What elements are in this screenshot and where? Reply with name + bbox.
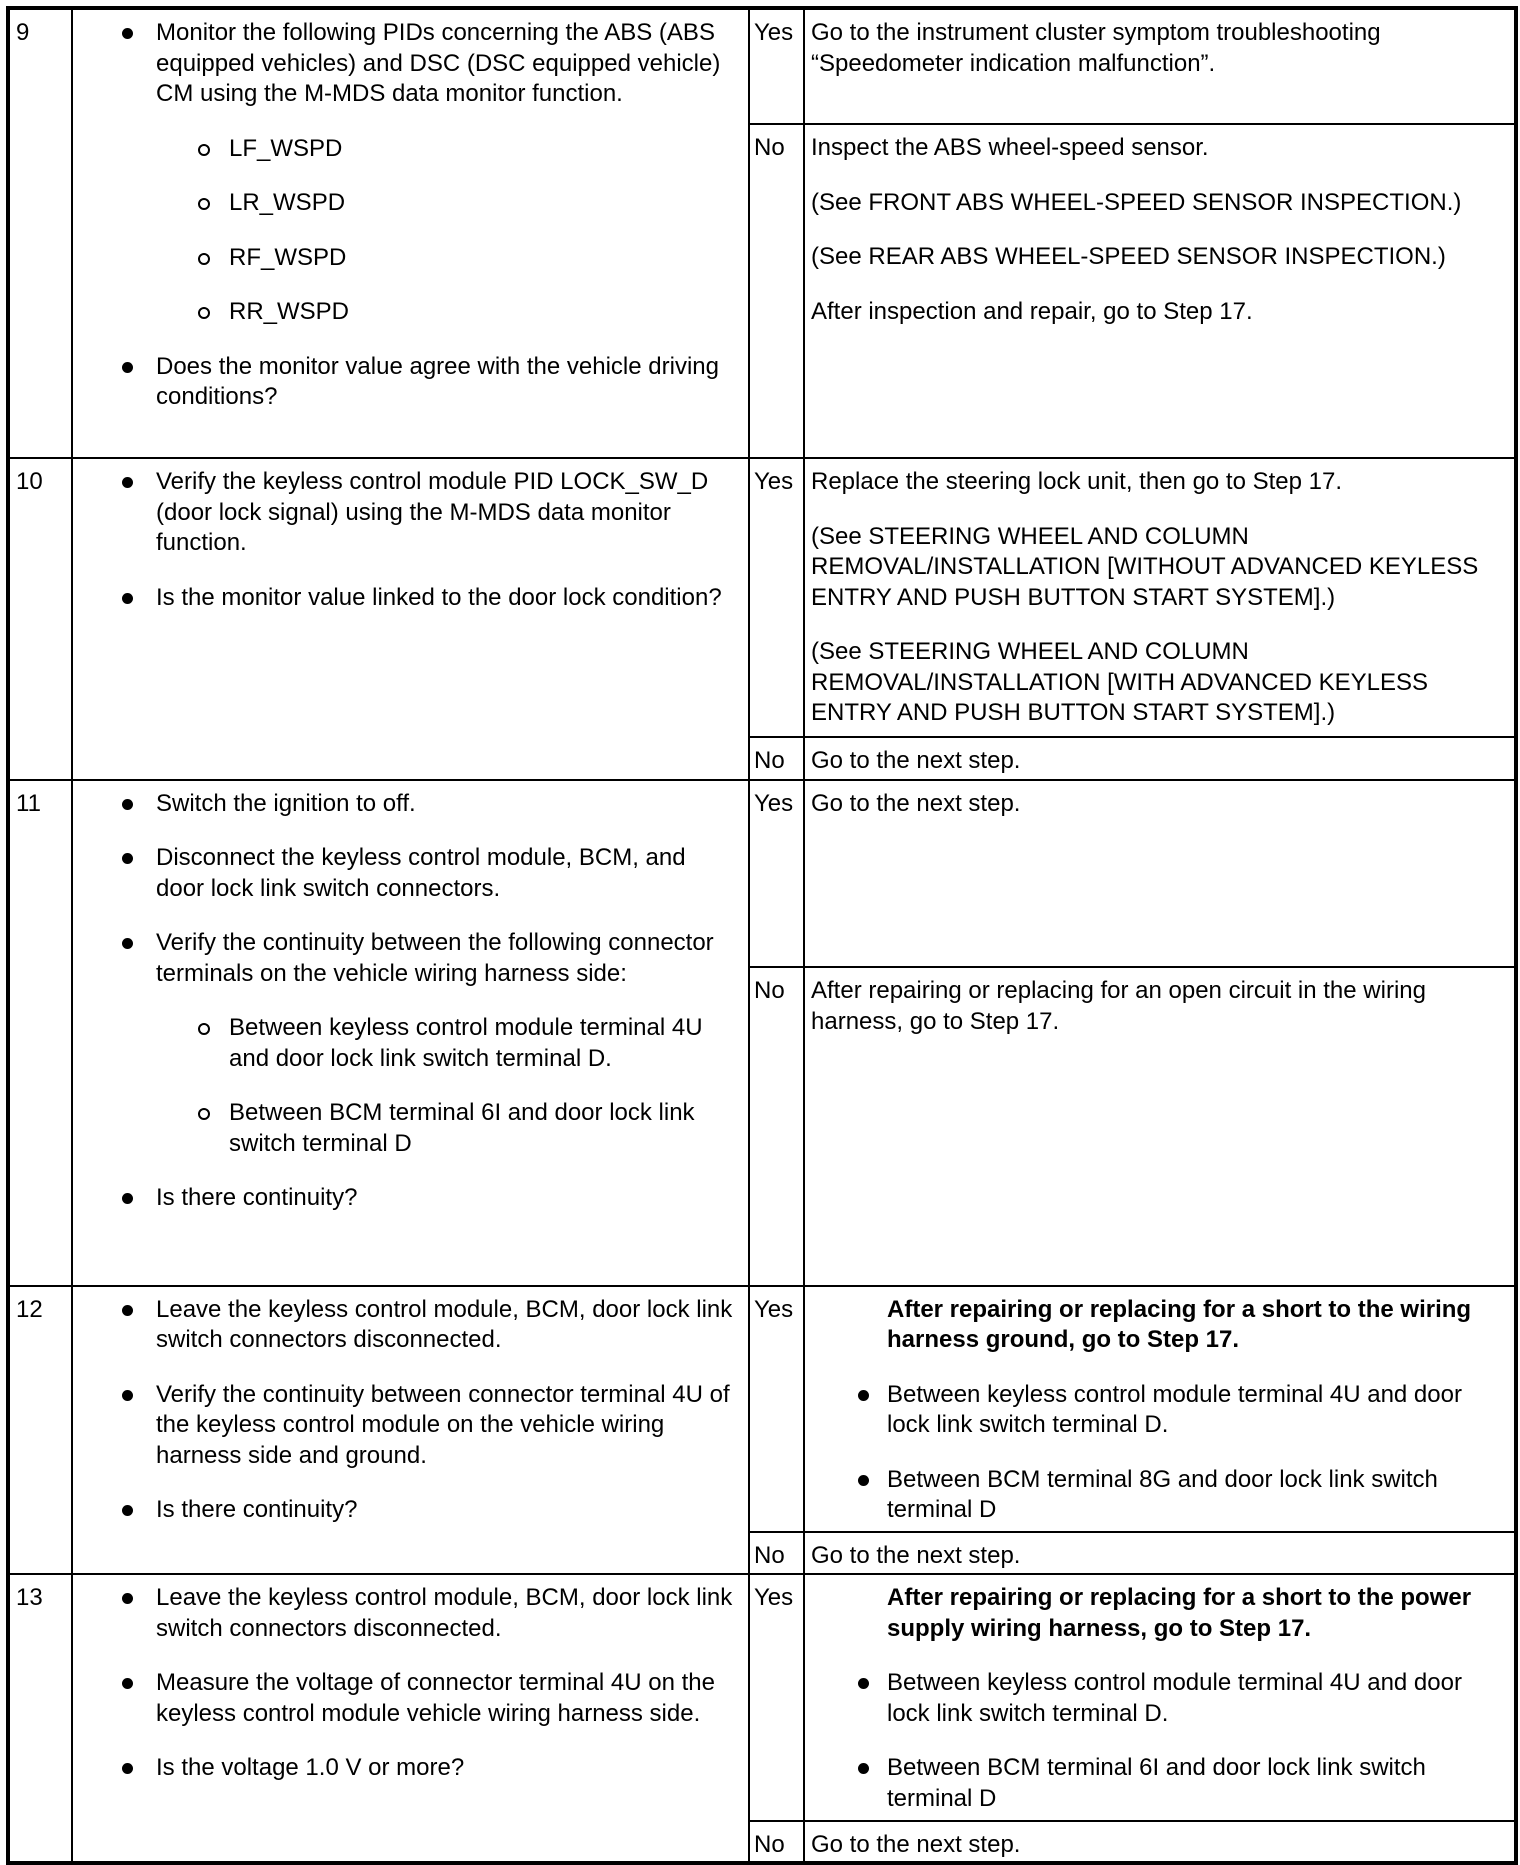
result-text: Replace the steering lock unit, then go to Step 17.	[811, 468, 1343, 496]
action-item: Leave the keyless control module, BCM, door lock link switch connectors disconnected.	[122, 1583, 738, 1644]
no-label: No	[749, 1821, 804, 1863]
no-result	[804, 1532, 1516, 1574]
action-item: Disconnect the keyless control module, BCM, and door lock link switch connectors.	[122, 843, 738, 904]
pid-item: LF_WSPD	[198, 134, 738, 165]
result-reference: (See STEERING WHEEL AND COLUMN REMOVAL/INSTALLATION [WITHOUT ADVANCED KEYLESS ENTRY AND PUSH BUTTON START SYSTEM].)	[811, 522, 1479, 611]
pid-item: RR_WSPD	[198, 297, 738, 328]
result-text: Go to the next step.	[811, 789, 1021, 817]
action-item: Verify the keyless control module PID LOCK_SW_D (door lock signal) using the M-MDS data monitor function.	[122, 467, 738, 559]
terminal-pair: Between BCM terminal 6I and door lock link switch terminal D	[858, 1753, 1502, 1814]
result-text: After inspection and repair, go to Step 17.	[811, 297, 1253, 325]
yes-label: Yes	[749, 780, 804, 967]
result-reference: (See STEERING WHEEL AND COLUMN REMOVAL/INSTALLATION [WITH ADVANCED KEYLESS ENTRY AND PUSH BUTTON START SYSTEM].)	[811, 638, 1429, 727]
yes-label: Yes	[749, 1286, 804, 1532]
no-result	[804, 967, 1516, 1286]
step-row	[8, 1574, 1516, 1821]
result-text: Go to the next step.	[811, 747, 1021, 775]
no-result	[804, 124, 1516, 458]
action-item	[122, 18, 738, 328]
action-item: Verify the continuity between connector terminal 4U of the keyless control module on the vehicle wiring harness side and ground.	[122, 1380, 738, 1472]
step-number: 13	[8, 1574, 72, 1863]
pid-item: RF_WSPD	[198, 243, 738, 274]
result-text: After repairing or replacing for an open circuit in the wiring harness, go to Step 17.	[811, 977, 1426, 1035]
action-item: Does the monitor value agree with the vehicle driving conditions?	[122, 352, 738, 413]
result-reference: (See FRONT ABS WHEEL-SPEED SENSOR INSPECTION.)	[811, 188, 1462, 216]
step-number: 12	[8, 1286, 72, 1574]
step-number: 11	[8, 780, 72, 1286]
step-row	[8, 458, 1516, 737]
step-actions	[72, 1286, 749, 1574]
yes-result	[804, 1286, 1516, 1532]
step-row	[8, 1286, 1516, 1532]
terminal-pair: Between keyless control module terminal 4U and door lock link switch terminal D.	[858, 1380, 1502, 1441]
no-result	[804, 737, 1516, 779]
result-reference: (See REAR ABS WHEEL-SPEED SENSOR INSPECTION.)	[811, 243, 1446, 271]
result-text: Go to the next step.	[811, 1830, 1021, 1858]
terminal-pair: Between keyless control module terminal 4U and door lock link switch terminal D.	[198, 1013, 738, 1074]
step-actions	[72, 458, 749, 780]
action-text: Monitor the following PIDs concerning the ABS (ABS equipped vehicles) and DSC (DSC equipped vehicle) CM using the M-MDS data monitor function.	[156, 19, 721, 107]
step-number: 9	[8, 8, 72, 458]
yes-result	[804, 780, 1516, 967]
troubleshooting-table	[6, 6, 1518, 1865]
result-text: Go to the instrument cluster symptom troubleshooting “Speedometer indication malfunction”.	[811, 19, 1381, 77]
step-row	[8, 780, 1516, 967]
step-row	[8, 8, 1516, 124]
result-heading: After repairing or replacing for a short to the power supply wiring harness, go to Step 17.	[887, 1584, 1472, 1642]
action-text: Verify the continuity between the following connector terminals on the vehicle wiring harness side:	[156, 929, 714, 987]
no-label: No	[749, 1532, 804, 1574]
no-result	[804, 1821, 1516, 1863]
no-label: No	[749, 967, 804, 1286]
yes-result	[804, 1574, 1516, 1821]
action-item: Measure the voltage of connector terminal 4U on the keyless control module vehicle wiring harness side.	[122, 1668, 738, 1729]
step-actions	[72, 1574, 749, 1863]
action-item: Leave the keyless control module, BCM, door lock link switch connectors disconnected.	[122, 1295, 738, 1356]
action-item	[122, 928, 738, 1159]
step-actions	[72, 8, 749, 458]
action-item: Switch the ignition to off.	[122, 789, 738, 820]
yes-result	[804, 8, 1516, 124]
pid-item: LR_WSPD	[198, 188, 738, 219]
action-item: Is the voltage 1.0 V or more?	[122, 1753, 738, 1784]
yes-label: Yes	[749, 458, 804, 737]
result-text: Go to the next step.	[811, 1541, 1021, 1569]
yes-result	[804, 458, 1516, 737]
result-text: Inspect the ABS wheel-speed sensor.	[811, 134, 1209, 162]
action-item: Is the monitor value linked to the door lock condition?	[122, 583, 738, 614]
action-item: Is there continuity?	[122, 1183, 738, 1214]
yes-label: Yes	[749, 8, 804, 124]
action-item: Is there continuity?	[122, 1495, 738, 1526]
terminal-pair: Between keyless control module terminal 4U and door lock link switch terminal D.	[858, 1668, 1502, 1729]
step-actions	[72, 780, 749, 1286]
terminal-pair: Between BCM terminal 6I and door lock link switch terminal D	[198, 1098, 738, 1159]
yes-label: Yes	[749, 1574, 804, 1821]
no-label: No	[749, 124, 804, 458]
result-heading: After repairing or replacing for a short to the wiring harness ground, go to Step 17.	[887, 1295, 1472, 1354]
step-number: 10	[8, 458, 72, 780]
terminal-pair: Between BCM terminal 8G and door lock link switch terminal D	[858, 1465, 1502, 1526]
no-label: No	[749, 737, 804, 779]
